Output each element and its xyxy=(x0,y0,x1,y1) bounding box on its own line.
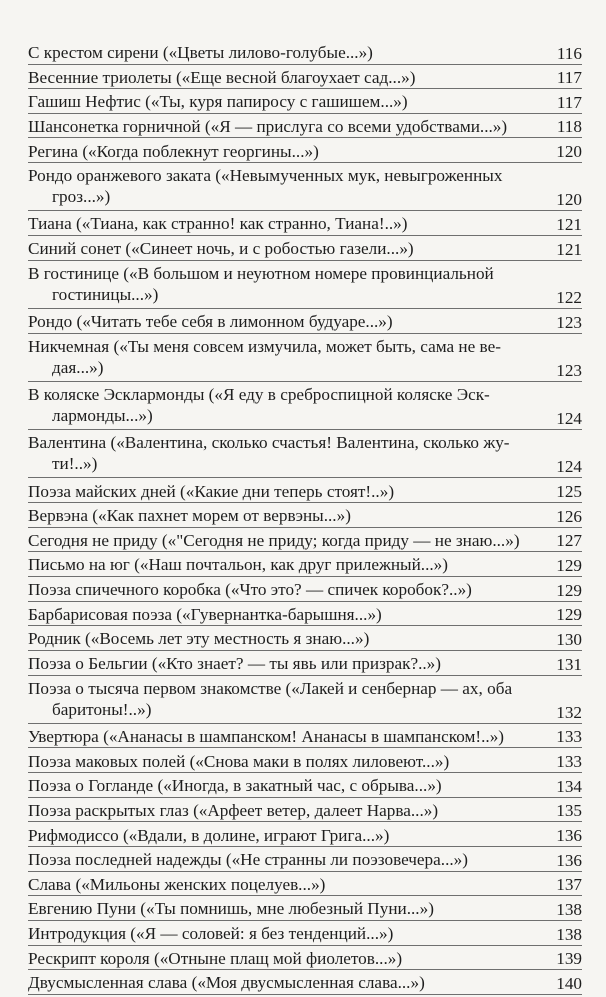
toc-entry-title-line: Родник («Восемь лет эту местность я знаю...») xyxy=(28,629,370,649)
toc-page-number: 129 xyxy=(556,605,582,625)
toc-entry-title xyxy=(28,948,522,969)
toc-entry-title xyxy=(28,898,522,919)
toc-entry-title-line: Тиана («Тиана, как странно! как странно, Тиана!..») xyxy=(28,214,408,234)
toc-entry-title xyxy=(28,42,522,63)
toc-entry xyxy=(28,775,582,798)
toc-entry xyxy=(28,579,582,602)
toc-entry-title-line: В гостинице («В большом и неуютном номере провинциальной xyxy=(28,263,494,283)
toc-entry-title xyxy=(28,726,522,747)
toc-page-number: 135 xyxy=(556,801,582,821)
toc-page-number: 124 xyxy=(556,457,582,477)
toc-entry-title-line: С крестом сирени («Цветы лилово-голубые...») xyxy=(28,43,373,62)
toc-entry-title xyxy=(28,628,522,649)
toc-page-number: 120 xyxy=(556,190,582,210)
toc-entry-title xyxy=(28,849,522,870)
toc-entry-title xyxy=(28,238,522,259)
toc-entry-title xyxy=(28,653,522,674)
toc-page-number: 126 xyxy=(556,506,582,526)
toc-page-number: 121 xyxy=(556,214,582,234)
toc-entry xyxy=(28,141,582,164)
toc-entry-title-line: Письмо на юг («Наш почтальон, как друг прилежный...») xyxy=(28,555,448,575)
toc-entry-title-line: Поэза о Бельгии («Кто знает? — ты явь или призрак?..») xyxy=(28,654,441,674)
toc-page-number: 140 xyxy=(556,973,582,993)
toc-entry-title-line: Регина («Когда поблекнут георгины...») xyxy=(28,141,319,161)
toc-entry xyxy=(28,653,582,676)
toc-entry-title xyxy=(28,874,522,895)
toc-page-number: 122 xyxy=(556,287,582,307)
toc-page-number: 123 xyxy=(556,360,582,380)
toc-entry-title-line: Рондо оранжевого заката («Невымученных мук, невыгроженных xyxy=(28,166,503,186)
toc-entry-title xyxy=(28,825,522,846)
toc-entry-title xyxy=(28,972,522,993)
toc-entry-title-line: Поэза майских дней («Какие дни теперь стоят!..») xyxy=(28,481,395,501)
toc-page-number: 127 xyxy=(556,531,582,551)
toc-entry xyxy=(28,604,582,627)
toc-entry-title xyxy=(28,165,522,207)
toc-page-number: 116 xyxy=(556,43,582,63)
toc-page-number: 136 xyxy=(556,850,582,870)
toc-entry-title-continuation: баритоны!..») xyxy=(52,699,152,719)
toc-entry-title-line: Рондо («Читать тебе себя в лимонном будуаре...») xyxy=(28,312,393,332)
toc-entry-title xyxy=(28,91,522,112)
toc-page-number: 120 xyxy=(556,142,582,162)
toc-entry-title xyxy=(28,530,522,551)
toc-entry-title xyxy=(28,604,522,625)
toc-entry-title xyxy=(28,432,522,474)
toc-entry-title-line: Интродукция («Я — соловей: я без тенденций...») xyxy=(28,924,394,944)
toc-entry xyxy=(28,263,582,309)
toc-page-number: 117 xyxy=(556,68,582,88)
toc-entry-title-line: Поэза маковых полей («Снова маки в полях лиловеют...») xyxy=(28,751,450,771)
toc-entry xyxy=(28,505,582,528)
toc-page-number: 123 xyxy=(556,312,582,332)
toc-entry-title xyxy=(28,554,522,575)
toc-entry-title-line: Сегодня не приду («"Сегодня не приду; когда приду — не знаю...») xyxy=(28,530,520,550)
toc-entry-title xyxy=(28,336,522,378)
table-of-contents xyxy=(28,42,582,997)
toc-entry xyxy=(28,336,582,382)
toc-entry-title-continuation: дая...») xyxy=(52,357,104,377)
toc-entry-title xyxy=(28,384,522,426)
toc-entry xyxy=(28,481,582,504)
toc-entry-title-line: Барбарисовая поэза («Гувернантка-барышня...») xyxy=(28,604,382,624)
toc-entry-title xyxy=(28,751,522,772)
toc-entry xyxy=(28,42,582,65)
toc-page-number: 129 xyxy=(556,580,582,600)
toc-page-number: 118 xyxy=(556,117,582,137)
toc-page-number: 138 xyxy=(556,924,582,944)
toc-entry-title-line: Поэза о тысяча первом знакомстве («Лакей и сенбернар — ах, оба xyxy=(28,678,513,698)
toc-entry-title-line: Слава («Мильоны женских поцелуев...») xyxy=(28,874,326,894)
toc-entry xyxy=(28,384,582,430)
toc-entry-title xyxy=(28,141,522,162)
toc-entry-title xyxy=(28,775,522,796)
toc-entry xyxy=(28,751,582,774)
toc-page-number: 136 xyxy=(556,826,582,845)
toc-entry-title xyxy=(28,800,522,821)
toc-entry xyxy=(28,972,582,995)
toc-entry xyxy=(28,948,582,971)
toc-entry-title-line: В коляске Эсклармонды («Я еду в среброспицной коляске Эск- xyxy=(28,384,490,404)
toc-entry xyxy=(28,238,582,261)
toc-entry-title xyxy=(28,481,522,502)
toc-entry xyxy=(28,800,582,823)
toc-entry-title-line: Поэза спичечного коробка («Что это? — спичек коробок?..») xyxy=(28,580,472,600)
toc-entry xyxy=(28,432,582,478)
toc-page-number: 132 xyxy=(556,702,582,722)
toc-entry-title-line: Рифмодиссо («Вдали, в долине, играют Грига...») xyxy=(28,825,390,845)
toc-entry-title xyxy=(28,678,522,720)
toc-entry-title-line: Поэза раскрытых глаз («Арфеет ветер, далеет Нарва...») xyxy=(28,800,439,820)
toc-entry-title-line: Увертюра («Ананасы в шампанском! Ананасы в шампанском!..») xyxy=(28,726,505,746)
toc-entry-title-line: Никчемная («Ты меня совсем измучила, может быть, сама не ве- xyxy=(28,336,501,356)
toc-entry xyxy=(28,165,582,211)
toc-entry xyxy=(28,213,582,236)
toc-entry xyxy=(28,898,582,921)
toc-entry xyxy=(28,116,582,139)
toc-page-number: 138 xyxy=(556,899,582,919)
toc-entry-title-line: Гашиш Нефтис («Ты, куря папиросу с гашишем...») xyxy=(28,92,408,112)
toc-page-number: 133 xyxy=(556,727,582,747)
toc-entry-title-continuation: лармонды...») xyxy=(52,405,153,425)
toc-entry-title-line: Рескрипт короля («Отныне плащ мой фиолетов...») xyxy=(28,948,403,968)
toc-page-number: 117 xyxy=(556,92,582,112)
toc-entry-title-line: Поэза о Гогланде («Иногда, в закатный час, с обрыва...») xyxy=(28,776,442,796)
toc-page-number: 133 xyxy=(556,752,582,772)
toc-entry-title-line: Двусмысленная слава («Моя двусмысленная слава...») xyxy=(28,973,425,993)
toc-page-number: 121 xyxy=(556,239,582,259)
toc-entry xyxy=(28,923,582,946)
toc-page-number: 124 xyxy=(556,409,582,429)
toc-entry-title-line: Вервэна («Как пахнет морем от вервэны...») xyxy=(28,506,351,526)
toc-entry xyxy=(28,825,582,848)
toc-entry xyxy=(28,554,582,577)
toc-page-number: 137 xyxy=(556,875,582,895)
toc-entry xyxy=(28,874,582,897)
toc-entry-title xyxy=(28,579,522,600)
toc-entry-title-continuation: гроз...») xyxy=(52,187,111,207)
toc-entry xyxy=(28,628,582,651)
toc-entry-title-line: Евгению Пуни («Ты помнишь, мне любезный Пуни...») xyxy=(28,899,434,919)
toc-page-number: 134 xyxy=(556,776,582,796)
toc-entry-title-continuation: гостиницы...») xyxy=(52,284,159,304)
toc-page-number: 130 xyxy=(556,629,582,649)
toc-entry-title xyxy=(28,263,522,305)
toc-entry xyxy=(28,311,582,334)
toc-entry xyxy=(28,678,582,724)
toc-entry-title xyxy=(28,923,522,944)
toc-entry xyxy=(28,530,582,553)
toc-entry xyxy=(28,726,582,749)
toc-page-number: 125 xyxy=(556,482,582,502)
toc-page-number: 129 xyxy=(556,555,582,575)
toc-entry-title-line: Валентина («Валентина, сколько счастья! Валентина, сколько жу- xyxy=(28,433,510,453)
toc-entry xyxy=(28,67,582,90)
toc-entry-title xyxy=(28,505,522,526)
toc-entry-title-line: Поэза последней надежды («Не странны ли поэзовечера...») xyxy=(28,850,468,870)
toc-page-number: 139 xyxy=(556,949,582,969)
toc-entry-title xyxy=(28,116,522,137)
toc-entry-title xyxy=(28,67,522,88)
toc-page-number: 131 xyxy=(556,654,582,674)
toc-entry-title-continuation: ти!..») xyxy=(52,454,98,474)
toc-entry-title-line: Весенние триолеты («Еще весной благоухает сад...») xyxy=(28,67,416,87)
toc-entry-title-line: Синий сонет («Синеет ночь, и с робостью газели...») xyxy=(28,239,414,259)
toc-entry-title-line: Шансонетка горничной («Я — прислуга со всеми удобствами...») xyxy=(28,116,508,136)
toc-entry xyxy=(28,849,582,872)
toc-entry-title xyxy=(28,213,522,234)
toc-entry-title xyxy=(28,311,522,332)
toc-entry xyxy=(28,91,582,114)
